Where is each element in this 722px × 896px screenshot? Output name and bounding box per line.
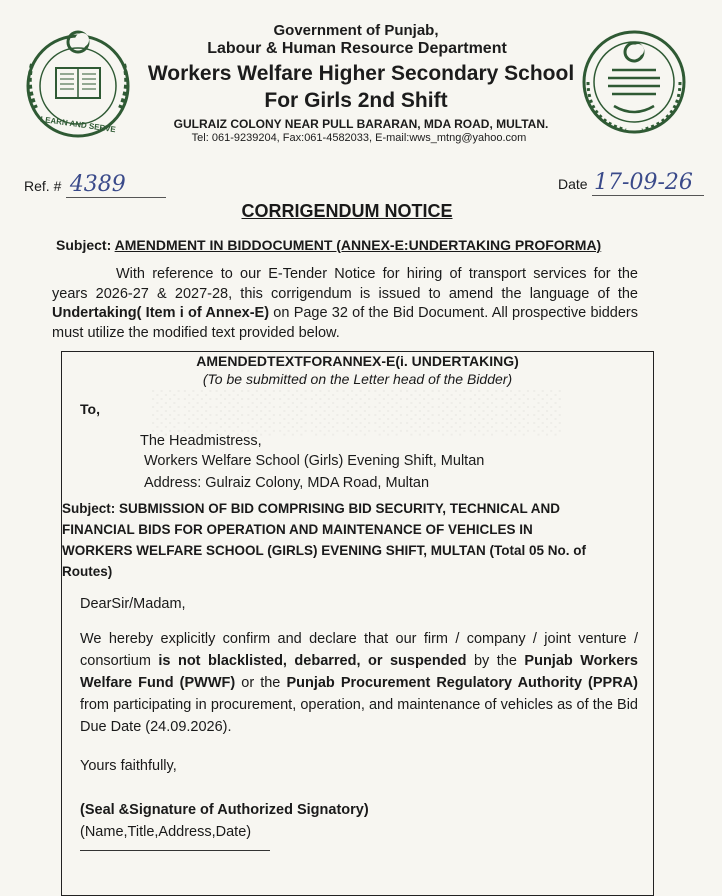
- undertaking-text-2: by the: [466, 653, 525, 669]
- date-field: [558, 170, 704, 196]
- undertaking-bold-2: Punjab Workers Welfare Fund (PWWF): [80, 653, 638, 691]
- undertaking-text-4: from participating in procurement, operation, and maintenance of vehicles as of the Bid Due Date (24.09.2026).: [80, 697, 638, 735]
- undertaking-bold-1: is not blacklisted, debarred, or suspended: [158, 653, 467, 669]
- logo-motto: LEARN AND SERVE: [39, 114, 117, 135]
- letter-subject-text-1: SUBMISSION OF BID COMPRISING BID SECURITY, TECHNICAL AND: [115, 501, 561, 516]
- signature-label: (Seal &Signature of Authorized Signatory): [80, 802, 369, 818]
- undertaking-bold-3: Punjab Procurement Regulatory Authority (PPRA): [286, 675, 639, 691]
- intro-text-2: on Page 32 of the Bid Document. All prospective bidders must utilize the modified text provided below.: [52, 305, 639, 341]
- intro-text-1: With reference to our E-Tender Notice for hiring of transport services for the years 2026-27 & 2027-28, this corrigendum is issued to amend the language of the: [52, 266, 638, 302]
- ref-label: Ref. #: [24, 178, 62, 194]
- letter-subject-line4: Routes): [62, 564, 113, 579]
- ref-number: 4389: [66, 172, 166, 198]
- subject-label: Subject:: [56, 237, 112, 253]
- notice-title: CORRIGENDUM NOTICE: [241, 201, 453, 221]
- signature-line: [80, 850, 270, 851]
- intro-paragraph: [52, 265, 638, 343]
- addressee-address: Address: Gulraiz Colony, MDA Road, Multan: [144, 475, 430, 491]
- ref-field: [24, 172, 166, 198]
- govt-name: Government of Punjab,: [273, 22, 439, 39]
- amended-subheading: (To be submitted on the Letter head of the Bidder): [202, 371, 513, 387]
- department-name: Labour & Human Resource Department: [207, 40, 507, 57]
- school-contact: Tel: 061-9239204, Fax:061-4582033, E-mail:wws_mtng@yahoo.com: [191, 132, 527, 144]
- undertaking-text-1: We hereby explicitly confirm and declare that our firm / company / joint venture / consortium: [80, 631, 638, 669]
- letter-subject-line1: [62, 498, 642, 519]
- intro-text-bold: Undertaking( Item i of Annex-E): [52, 305, 270, 321]
- date-label: Date: [558, 176, 588, 192]
- letter-subject-line2: FINANCIAL BIDS FOR OPERATION AND MAINTENANCE OF VEHICLES IN: [62, 522, 533, 537]
- letter-subject-label: Subject:: [62, 501, 116, 516]
- school-address: GULRAIZ COLONY NEAR PULL BARARAN, MDA ROAD, MULTAN.: [173, 117, 549, 131]
- undertaking-paragraph: [80, 628, 638, 738]
- notice-subject: [56, 237, 601, 253]
- salutation: DearSir/Madam,: [80, 596, 186, 612]
- date-value: 17-09-26: [592, 170, 704, 196]
- closing: Yours faithfully,: [80, 758, 177, 774]
- undertaking-text-3: or the: [235, 675, 287, 691]
- watermark: [150, 388, 563, 436]
- signature-fields: (Name,Title,Address,Date): [80, 824, 252, 840]
- letter-to: To,: [80, 401, 100, 417]
- addressee-school: Workers Welfare School (Girls) Evening Shift, Multan: [144, 453, 485, 469]
- subject-text: AMENDMENT IN BIDDOCUMENT (ANNEX-E:UNDERTAKING PROFORMA): [114, 237, 602, 253]
- amended-heading: AMENDEDTEXTFORANNEX-E(i. UNDERTAKING): [196, 353, 519, 369]
- addressee: The Headmistress,: [140, 433, 262, 449]
- school-name-line1: Workers Welfare Higher Secondary School: [147, 62, 575, 85]
- letter-subject-line3: WORKERS WELFARE SCHOOL (GIRLS) EVENING SHIFT, MULTAN (Total 05 No. of: [62, 543, 586, 558]
- school-name-line2: For Girls 2nd Shift: [264, 89, 448, 112]
- letter-subject: [62, 498, 642, 582]
